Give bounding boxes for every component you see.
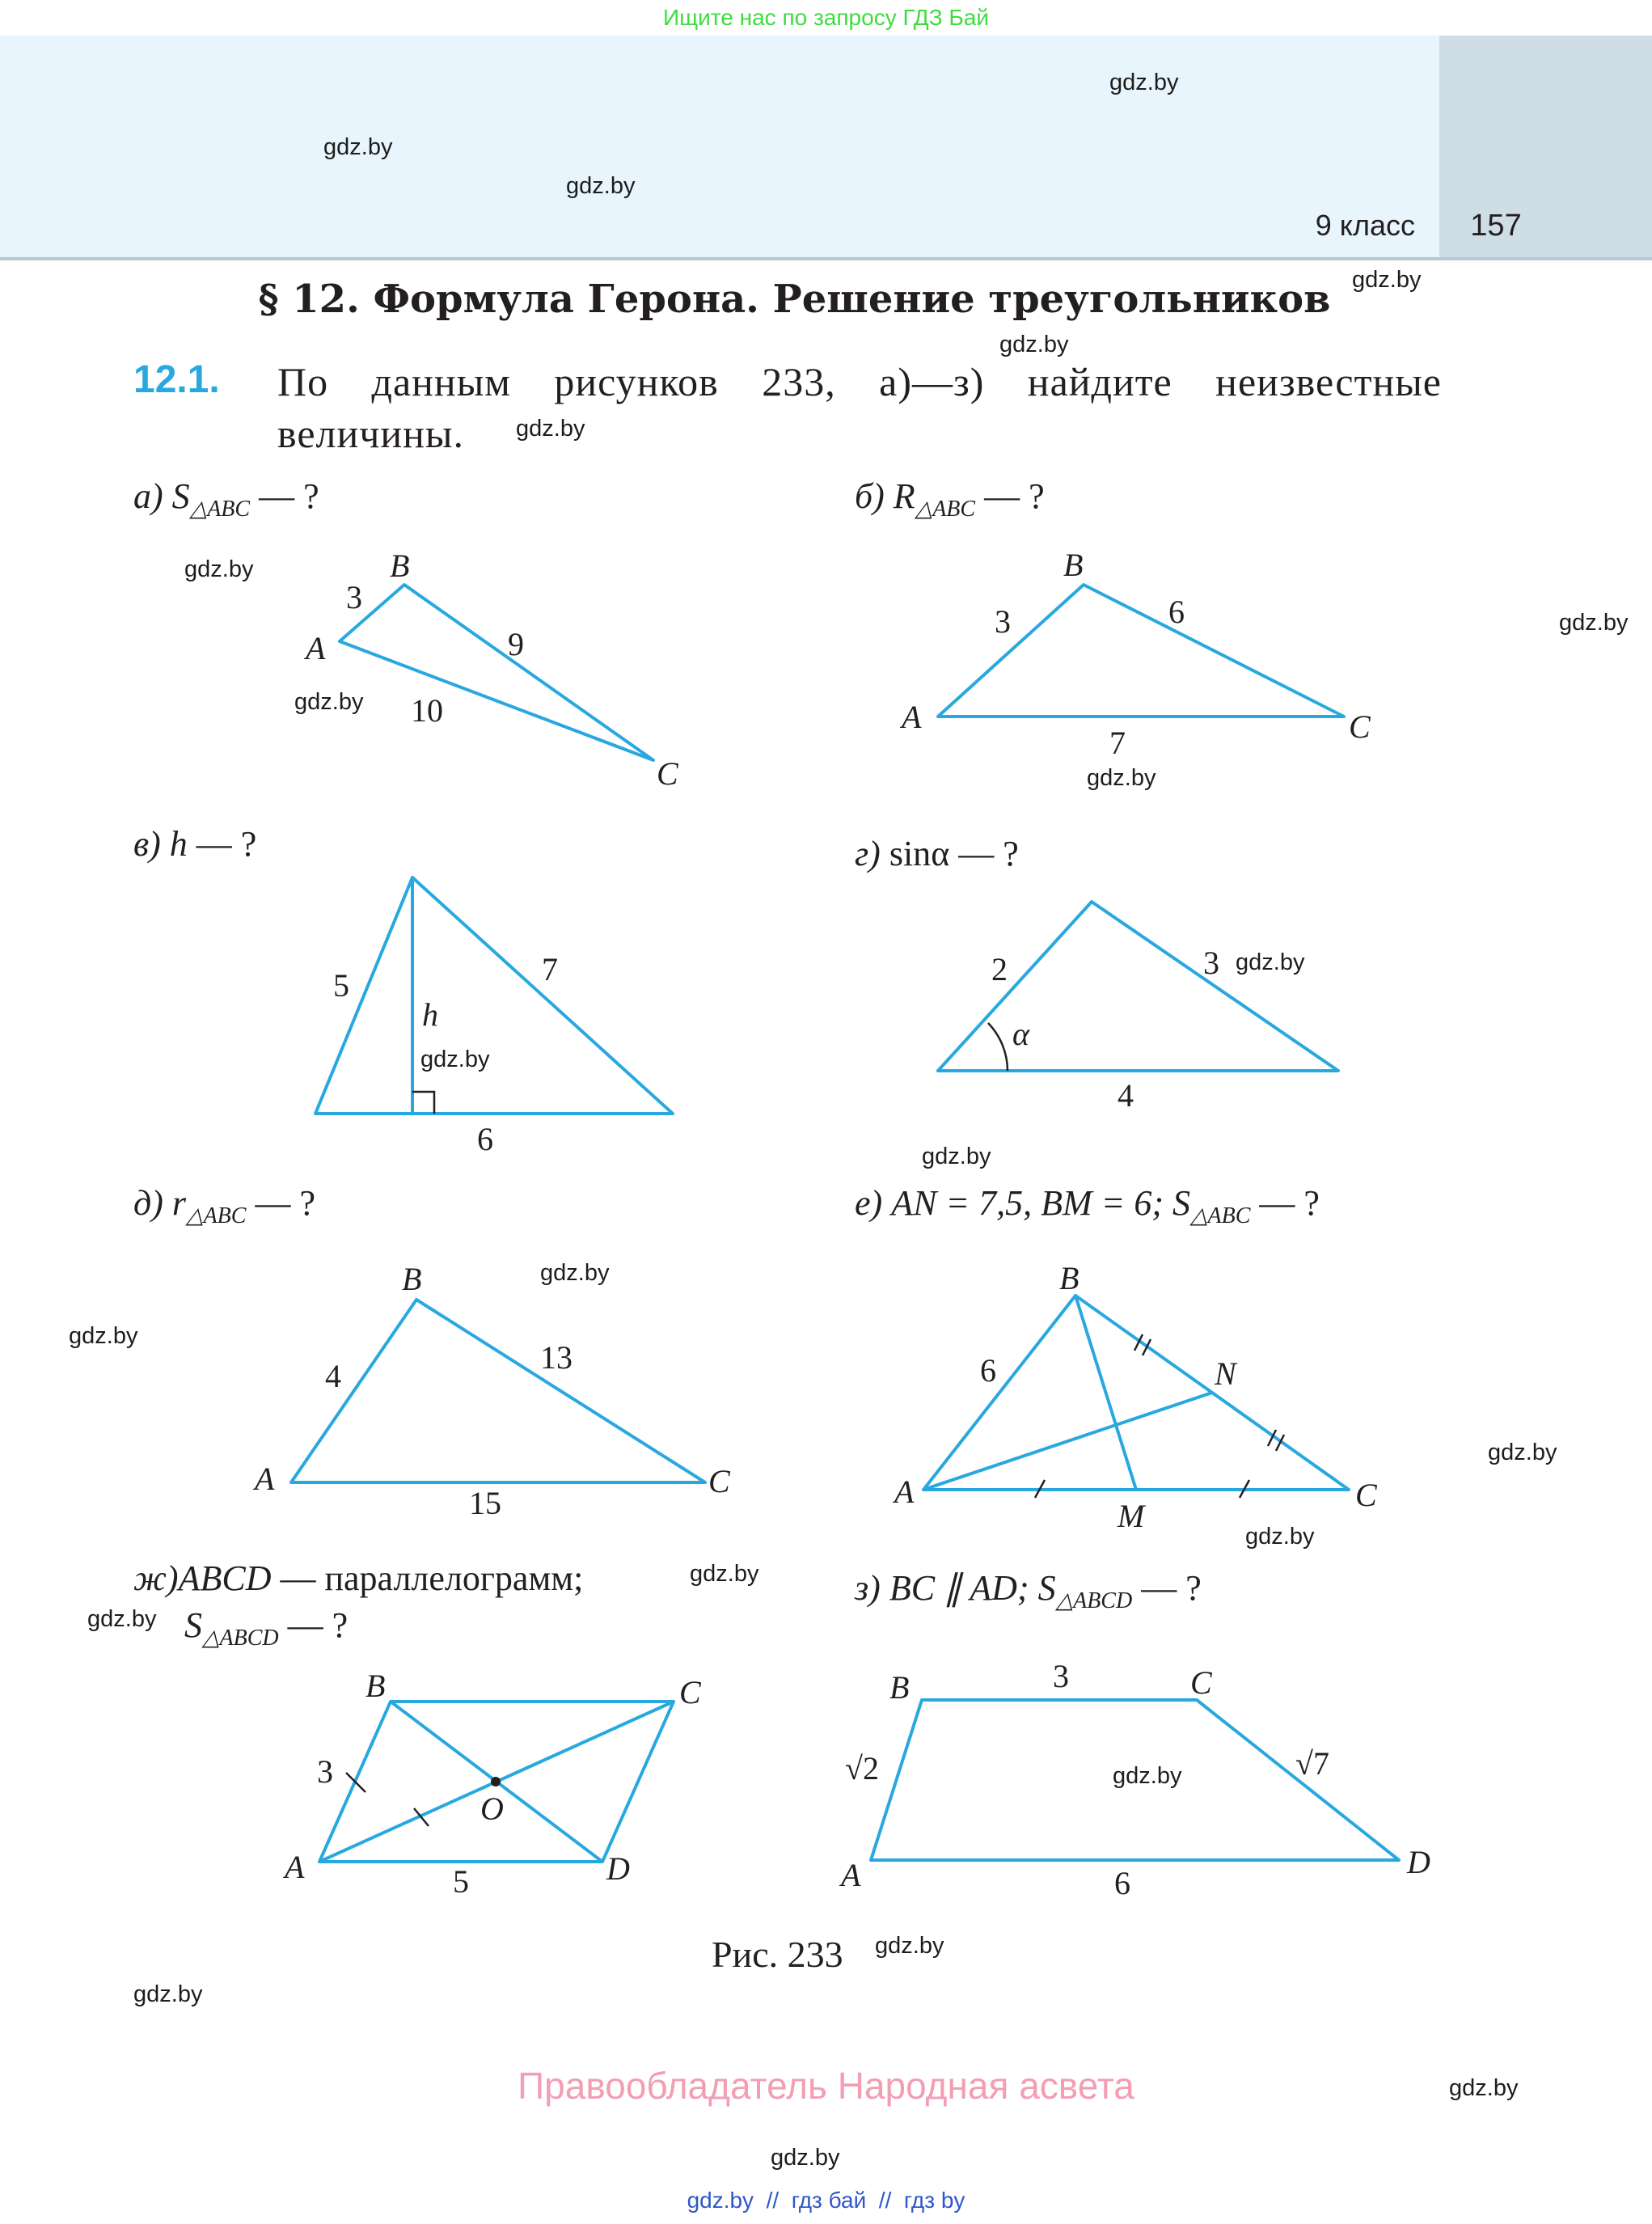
median-BM: [1075, 1296, 1136, 1490]
vertex-label: A: [841, 1857, 861, 1893]
vertex-label: M: [1118, 1498, 1145, 1534]
side-label: 15: [469, 1485, 501, 1521]
angle-label: α: [1012, 1016, 1029, 1052]
watermark: gdz.by: [690, 1561, 759, 1587]
figure-b: [899, 547, 1371, 761]
side-label: 13: [540, 1339, 572, 1376]
grade-label: 9 класс: [1315, 209, 1415, 242]
side-label: 3: [1203, 945, 1219, 981]
figure-z: [839, 1658, 1430, 1901]
side-label: 2: [991, 951, 1008, 987]
triangle-a: [340, 585, 653, 760]
watermark: gdz.by: [184, 556, 254, 582]
watermark: gdz.by: [420, 1046, 490, 1072]
caption-a: а) $S_{\triangle ABC}$ — ?: [133, 476, 319, 522]
side-label: 6: [1168, 594, 1185, 630]
triangle-v: [315, 877, 673, 1114]
median-AN: [923, 1393, 1212, 1490]
side-label: 4: [325, 1358, 341, 1394]
top-banner: Ищите нас по запросу ГДЗ Бай: [662, 5, 990, 30]
watermark: gdz.by: [1449, 2075, 1519, 2101]
point-O: [491, 1777, 501, 1786]
vertex-label: D: [1407, 1844, 1430, 1880]
side-label: 3: [346, 579, 362, 615]
task-text: По данным рисунков 233, а)—з) найдите неизвестные величины.: [277, 359, 1442, 456]
vertex-label: A: [285, 1849, 305, 1885]
side-label: 3: [1053, 1658, 1069, 1694]
vertex-label: D: [606, 1850, 630, 1887]
vertex-label: B: [1059, 1260, 1080, 1296]
triangle-d: [291, 1300, 705, 1482]
side-label: 6: [477, 1121, 493, 1157]
side-label: 4: [1118, 1077, 1134, 1114]
watermark: gdz.by: [87, 1606, 157, 1632]
vertex-label: B: [1063, 547, 1084, 583]
right-angle-mark: [412, 1092, 434, 1114]
side-label: √2: [845, 1750, 879, 1786]
watermark: gdz.by: [540, 1260, 610, 1286]
vertex-label: O: [480, 1791, 504, 1827]
side-label: 3: [317, 1753, 333, 1790]
side-label: 7: [1109, 725, 1126, 761]
watermark: gdz.by: [1488, 1440, 1557, 1465]
watermark: gdz.by: [1109, 70, 1179, 95]
watermark: gdz.by: [69, 1323, 138, 1349]
task-number: 12.1.: [133, 358, 220, 401]
vertex-label: B: [889, 1669, 910, 1706]
caption-z: з) BC ∥ AD; $S_{\triangle ABCD}$ — ?: [855, 1568, 1202, 1613]
vertex-label: B: [402, 1261, 422, 1297]
vertex-label: B: [390, 548, 410, 584]
side-label: 6: [980, 1352, 996, 1389]
watermark: gdz.by: [999, 332, 1069, 357]
caption-g: г) sinα — ?: [855, 834, 1019, 873]
side-label: √7: [1295, 1745, 1329, 1782]
figure-e: [892, 1260, 1378, 1534]
side-label: 3: [995, 603, 1011, 640]
vertex-label: A: [255, 1461, 275, 1497]
watermark: gdz.by: [1245, 1524, 1315, 1550]
side-label: 7: [542, 951, 558, 987]
watermark: gdz.by: [323, 134, 393, 160]
watermark: gdz.by: [1236, 949, 1305, 975]
figure-v: [315, 877, 673, 1157]
watermark: gdz.by: [1559, 610, 1629, 636]
figure-g: [938, 902, 1338, 1114]
side-label: 6: [1114, 1865, 1130, 1901]
vertex-label: N: [1215, 1355, 1236, 1392]
vertex-label: C: [708, 1463, 730, 1499]
tick-mark: [346, 1773, 365, 1792]
side-label: 10: [411, 692, 443, 729]
watermark: gdz.by: [1352, 267, 1422, 293]
watermark: gdz.by: [922, 1144, 991, 1169]
side-label: 5: [333, 967, 349, 1004]
triangle-e: [923, 1296, 1349, 1490]
vertex-label: C: [1190, 1664, 1212, 1701]
figure-a: [303, 548, 679, 792]
caption-zh-line2: $S_{\triangle ABCD}$ — ?: [184, 1605, 349, 1651]
caption-d: д) $r_{\triangle ABC}$ — ?: [133, 1183, 315, 1228]
footer-links[interactable]: gdz.by // гдз бай // гдз by: [687, 2188, 965, 2213]
watermark: gdz.by: [294, 689, 364, 715]
watermark: gdz.by: [516, 416, 585, 442]
vertex-label: C: [657, 755, 678, 792]
angle-arc: [988, 1023, 1008, 1071]
vertex-label: A: [894, 1474, 915, 1510]
watermark: gdz.by: [875, 1933, 944, 1959]
copyright-notice: Правообладатель Народная асвета: [518, 2065, 1134, 2107]
vertex-label: A: [902, 699, 922, 735]
side-label: 5: [453, 1863, 469, 1900]
watermark: gdz.by: [771, 2145, 840, 2171]
caption-b: б) $R_{\triangle ABC}$ — ?: [855, 476, 1045, 522]
page-number: 157: [1470, 209, 1522, 243]
watermark: gdz.by: [566, 173, 636, 199]
watermark: gdz.by: [1113, 1763, 1182, 1789]
figure-caption: Рис. 233: [712, 1934, 843, 1975]
figure-d: [252, 1261, 731, 1521]
vertex-label: C: [679, 1674, 701, 1710]
watermark: gdz.by: [1087, 765, 1156, 791]
watermark: gdz.by: [133, 1981, 203, 2007]
side-label: 9: [508, 626, 524, 662]
figure-zh: [282, 1668, 702, 1900]
vertex-label: C: [1355, 1477, 1377, 1513]
vertex-label: C: [1349, 708, 1371, 745]
vertex-label: A: [306, 630, 326, 666]
section-title: § 12. Формула Герона. Решение треугольников: [258, 277, 1331, 322]
caption-e: е) AN = 7,5, BM = 6; $S_{\triangle ABC}$ — ?: [855, 1183, 1320, 1228]
caption-zh: ж)ABCD — параллелограмм;: [133, 1558, 584, 1598]
vertex-label: B: [365, 1668, 386, 1704]
caption-v: в) h — ?: [133, 824, 257, 864]
height-label: h: [422, 996, 438, 1033]
